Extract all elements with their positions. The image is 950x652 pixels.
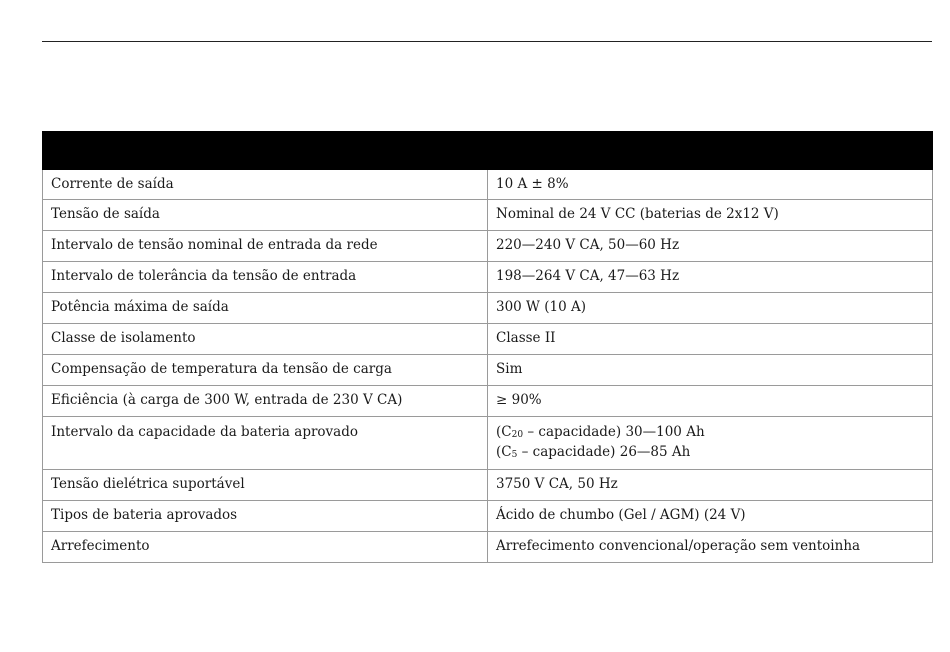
spec-value: 220—240 V CA, 50—60 Hz [488, 231, 933, 262]
spec-label: Compensação de temperatura da tensão de carga [43, 355, 488, 386]
spec-value: 3750 V CA, 50 Hz [488, 470, 933, 501]
table-row [43, 262, 933, 293]
table-row [43, 355, 933, 386]
table-row [43, 417, 933, 470]
specifications-table [42, 131, 933, 563]
spec-value: Arrefecimento convencional/operação sem ventoinha [488, 532, 933, 563]
table-row [43, 170, 933, 200]
spec-value: 198—264 V CA, 47—63 Hz [488, 262, 933, 293]
spec-label: Arrefecimento [43, 532, 488, 563]
spec-value: 10 A ± 8% [488, 170, 933, 200]
table-row [43, 470, 933, 501]
spec-label: Tipos de bateria aprovados [43, 501, 488, 532]
capacity-line-c5: ($C_5$ – capacidade) 26—85 Ah [496, 444, 691, 460]
table-row [43, 501, 933, 532]
table-row [43, 200, 933, 231]
header-row [43, 132, 933, 170]
spec-value: ≥ 90% [488, 386, 933, 417]
table-row [43, 293, 933, 324]
table-header [43, 132, 933, 170]
spec-value: Ácido de chumbo (Gel / AGM) (24 V) [488, 501, 933, 532]
spec-label: Potência máxima de saída [43, 293, 488, 324]
spec-value: 300 W (10 A) [488, 293, 933, 324]
table-row [43, 532, 933, 563]
top-divider [42, 41, 932, 42]
spec-value [488, 417, 933, 470]
spec-label: Eficiência (à carga de 300 W, entrada de 230 V CA) [43, 386, 488, 417]
table-row [43, 231, 933, 262]
spec-label: Intervalo de tolerância da tensão de entrada [43, 262, 488, 293]
spec-label: Intervalo da capacidade da bateria aprovado [43, 417, 488, 470]
spec-label: Classe de isolamento [43, 324, 488, 355]
spec-label: Corrente de saída [43, 170, 488, 200]
spec-value: Classe II [488, 324, 933, 355]
spec-label: Tensão dielétrica suportável [43, 470, 488, 501]
spec-value: Sim [488, 355, 933, 386]
spec-label: Intervalo de tensão nominal de entrada da rede [43, 231, 488, 262]
table-row [43, 324, 933, 355]
capacity-line-c20: ($C_{20}$ – capacidade) 30—100 Ah [496, 424, 705, 440]
table-row [43, 386, 933, 417]
spec-value: Nominal de 24 V CC (baterias de 2x12 V) [488, 200, 933, 231]
spec-label: Tensão de saída [43, 200, 488, 231]
header-bar [43, 132, 933, 170]
